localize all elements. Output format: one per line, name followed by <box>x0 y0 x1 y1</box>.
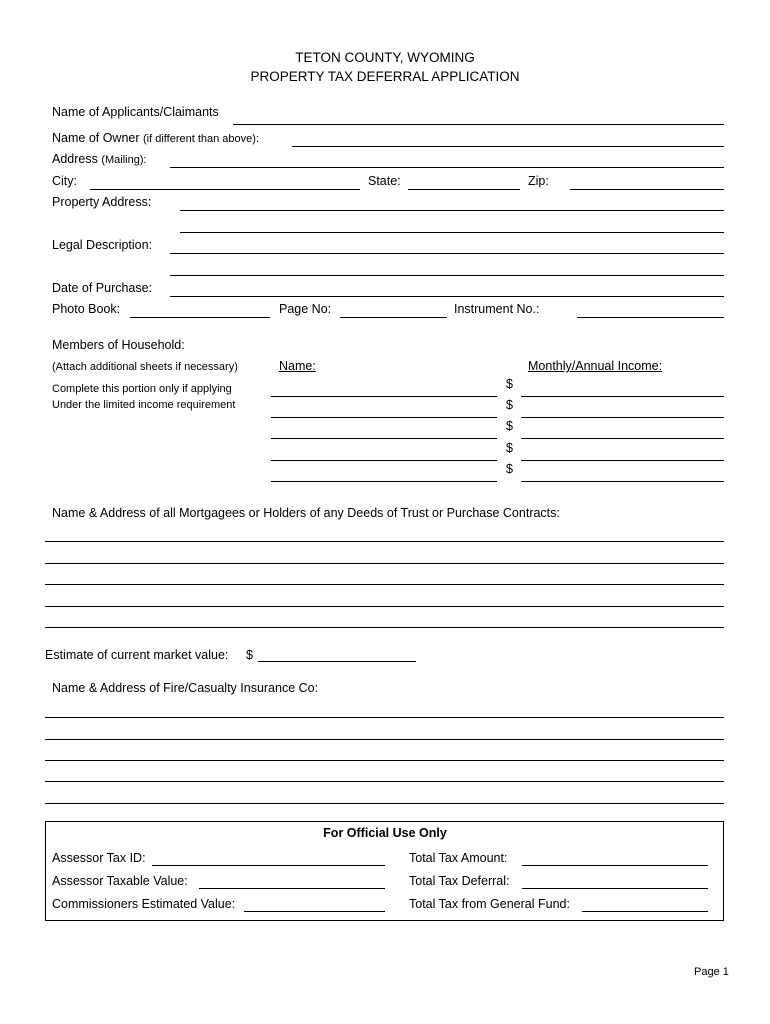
city-label: City: <box>52 174 77 188</box>
total-tax-general-fund-field[interactable] <box>582 911 708 912</box>
property-address-field[interactable] <box>180 210 724 211</box>
applicants-field[interactable] <box>233 124 724 125</box>
property-address-label: Property Address: <box>52 195 152 209</box>
state-field[interactable] <box>408 189 520 190</box>
date-of-purchase-label: Date of Purchase: <box>52 281 153 295</box>
household-income-field-2[interactable] <box>521 417 724 418</box>
instrument-no-label: Instrument No.: <box>454 302 540 316</box>
market-value-currency: $ <box>246 648 253 662</box>
total-tax-deferral-field[interactable] <box>522 888 708 889</box>
city-field[interactable] <box>90 189 360 190</box>
owner-label: Name of Owner (if different than above): <box>52 131 259 145</box>
insurance-label: Name & Address of Fire/Casualty Insurance Co: <box>52 681 319 695</box>
insurance-field-2[interactable] <box>45 739 724 740</box>
applicants-label: Name of Applicants/Claimants <box>52 105 219 119</box>
insurance-field-5[interactable] <box>45 803 724 804</box>
mortgagees-field-2[interactable] <box>45 563 724 564</box>
property-address-field-2[interactable] <box>180 232 724 233</box>
zip-label: Zip: <box>528 174 549 188</box>
official-use-heading: For Official Use Only <box>323 826 447 840</box>
market-value-field[interactable] <box>258 661 416 662</box>
page-no-label: Page No: <box>279 302 332 316</box>
state-label: State: <box>368 174 401 188</box>
mortgagees-field-3[interactable] <box>45 584 724 585</box>
owner-field[interactable] <box>292 146 724 147</box>
address-field[interactable] <box>170 167 724 168</box>
form-title-county: TETON COUNTY, WYOMING <box>295 50 475 65</box>
zip-field[interactable] <box>570 189 724 190</box>
insurance-field-4[interactable] <box>45 781 724 782</box>
household-name-field-4[interactable] <box>271 460 497 461</box>
household-currency-4: $ <box>506 441 513 455</box>
household-currency-5: $ <box>506 462 513 476</box>
assessor-taxable-value-label: Assessor Taxable Value: <box>52 874 188 888</box>
assessor-taxable-value-field[interactable] <box>199 888 385 889</box>
page-number: Page 1 <box>694 966 729 978</box>
household-name-field-2[interactable] <box>271 417 497 418</box>
household-note-complete: Complete this portion only if applying <box>52 383 232 395</box>
mortgagees-field-4[interactable] <box>45 606 724 607</box>
instrument-no-field[interactable] <box>577 317 724 318</box>
commissioners-estimated-value-label: Commissioners Estimated Value: <box>52 897 236 911</box>
total-tax-deferral-label: Total Tax Deferral: <box>409 874 510 888</box>
legal-description-field[interactable] <box>170 253 724 254</box>
page-no-field[interactable] <box>340 317 447 318</box>
legal-description-field-2[interactable] <box>170 275 724 276</box>
household-income-field-3[interactable] <box>521 438 724 439</box>
household-name-field-5[interactable] <box>271 481 497 482</box>
assessor-tax-id-field[interactable] <box>152 865 385 866</box>
photo-book-field[interactable] <box>130 317 270 318</box>
mortgagees-field-1[interactable] <box>45 541 724 542</box>
household-income-field-1[interactable] <box>521 396 724 397</box>
assessor-tax-id-label: Assessor Tax ID: <box>52 851 146 865</box>
household-currency-1: $ <box>506 377 513 391</box>
form-title-application: PROPERTY TAX DEFERRAL APPLICATION <box>250 69 520 84</box>
household-income-header: Monthly/Annual Income: <box>528 359 663 373</box>
insurance-field-1[interactable] <box>45 717 724 718</box>
market-value-label: Estimate of current market value: <box>45 648 229 662</box>
total-tax-amount-label: Total Tax Amount: <box>409 851 508 865</box>
mortgagees-label: Name & Address of all Mortgagees or Holders of any Deeds of Trust or Purchase Contracts: <box>52 506 560 520</box>
household-note-limited: Under the limited income requirement <box>52 399 236 411</box>
commissioners-estimated-value-field[interactable] <box>244 911 385 912</box>
household-name-field-1[interactable] <box>271 396 497 397</box>
household-currency-2: $ <box>506 398 513 412</box>
insurance-field-3[interactable] <box>45 760 724 761</box>
household-name-header: Name: <box>279 359 316 373</box>
total-tax-amount-field[interactable] <box>522 865 708 866</box>
household-heading: Members of Household: <box>52 338 185 352</box>
household-income-field-5[interactable] <box>521 481 724 482</box>
date-of-purchase-field[interactable] <box>170 296 724 297</box>
household-name-field-3[interactable] <box>271 438 497 439</box>
photo-book-label: Photo Book: <box>52 302 121 316</box>
legal-description-label: Legal Description: <box>52 238 153 252</box>
address-label: Address (Mailing): <box>52 152 147 166</box>
household-currency-3: $ <box>506 419 513 433</box>
total-tax-general-fund-label: Total Tax from General Fund: <box>409 897 570 911</box>
household-note-attach: (Attach additional sheets if necessary) <box>52 361 238 373</box>
mortgagees-field-5[interactable] <box>45 627 724 628</box>
household-income-field-4[interactable] <box>521 460 724 461</box>
